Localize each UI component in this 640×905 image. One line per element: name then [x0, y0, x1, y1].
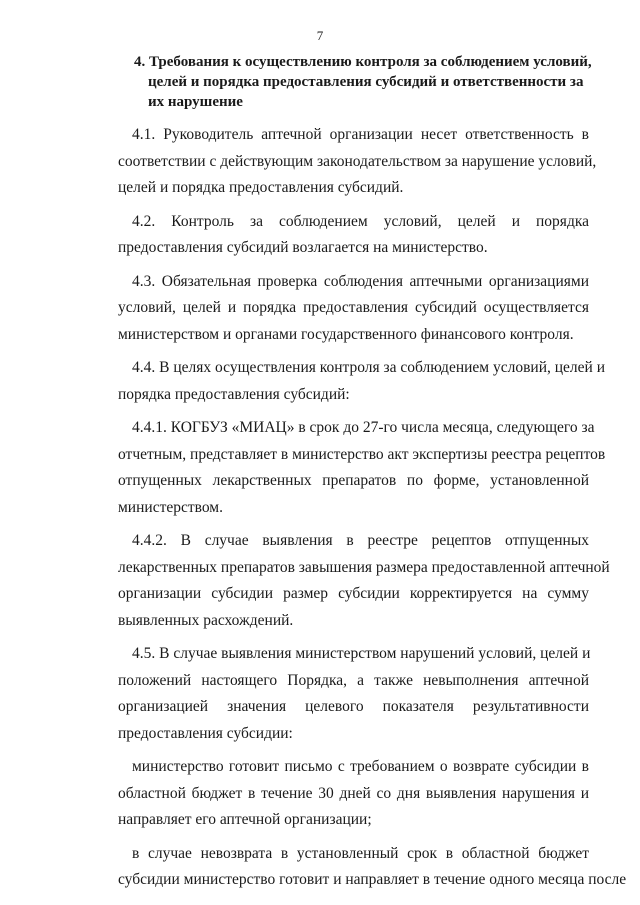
paragraph-ministry-letter: [118, 754, 589, 834]
paragraph-4-5: [118, 641, 589, 747]
heading-line: их нарушение: [148, 94, 243, 110]
text-line: порядка предоставления субсидий:: [118, 385, 350, 403]
text-line: организации субсидии размер субсидии корректируется на сумму: [118, 585, 589, 602]
text-line: предоставления субсидии:: [118, 724, 293, 742]
heading-line: целей и порядка предоставления субсидий и ответственности за: [148, 74, 584, 90]
paragraph-non-return: [118, 841, 627, 894]
text-line: лекарственных препаратов завышения размера предоставленной аптечной: [118, 558, 610, 576]
text-line: целей и порядка предоставления субсидий.: [118, 179, 404, 196]
text-line: отчетным, представляет в министерство акт экспертизы реестра рецептов: [118, 445, 606, 463]
text-line: министерство готовит письмо с требованием о возврате субсидии в: [132, 758, 589, 775]
text-line: 4.2. Контроль за соблюдением условий, целей и порядка: [132, 212, 589, 230]
text-line: выявленных расхождений.: [118, 611, 294, 629]
text-line: отпущенных лекарственных препаратов по форме, установленной: [118, 472, 589, 489]
paragraph-4-3: [118, 269, 589, 349]
text-line: предоставления субсидий возлагается на министерство.: [118, 239, 488, 256]
text-line: положений настоящего Порядка, а также невыполнения аптечной: [118, 671, 589, 689]
text-line: соответствии с действующим законодательством за нарушение условий,: [118, 152, 597, 170]
text-line: 4.4. В целях осуществления контроля за соблюдением условий, целей и: [132, 359, 606, 376]
text-line: 4.4.2. В случае выявления в реестре рецептов отпущенных: [132, 532, 589, 549]
text-line: областной бюджет в течение 30 дней со дня выявления нарушения и: [118, 784, 589, 802]
text-line: организацией значения целевого показателя результативности: [118, 698, 589, 715]
text-line: 4.1. Руководитель аптечной организации несет ответственность в: [132, 126, 589, 143]
page-number: 7: [316, 28, 324, 43]
text-line: направляет его аптечной организации;: [118, 811, 372, 828]
text-line: 4.4.1. КОГБУЗ «МИАЦ» в срок до 27-го числа месяца, следующего за: [132, 419, 595, 436]
paragraph-4-2: [118, 209, 589, 262]
text-line: министерством и органами государственного финансового контроля.: [118, 325, 574, 343]
text-line: 4.3. Обязательная проверка соблюдения аптечными организациями: [132, 272, 589, 290]
text-line: условий, целей и порядка предоставления субсидий осуществляется: [118, 299, 589, 316]
text-line: 4.5. В случае выявления министерством нарушений условий, целей и: [132, 645, 591, 662]
document-body: [118, 122, 627, 901]
paragraph-4-4: [118, 355, 606, 408]
text-line: министерством.: [118, 498, 223, 516]
section-heading: [134, 52, 594, 112]
paragraph-4-4-2: [118, 528, 610, 634]
text-line: в случае невозврата в установленный срок в областной бюджет: [132, 844, 589, 862]
text-line: субсидии министерство готовит и направляет в течение одного месяца после: [118, 871, 627, 888]
heading-line: 4. Требования к осуществлению контроля за соблюдением условий,: [134, 54, 592, 70]
paragraph-4-1: [118, 122, 597, 202]
paragraph-4-4-1: [118, 415, 606, 521]
